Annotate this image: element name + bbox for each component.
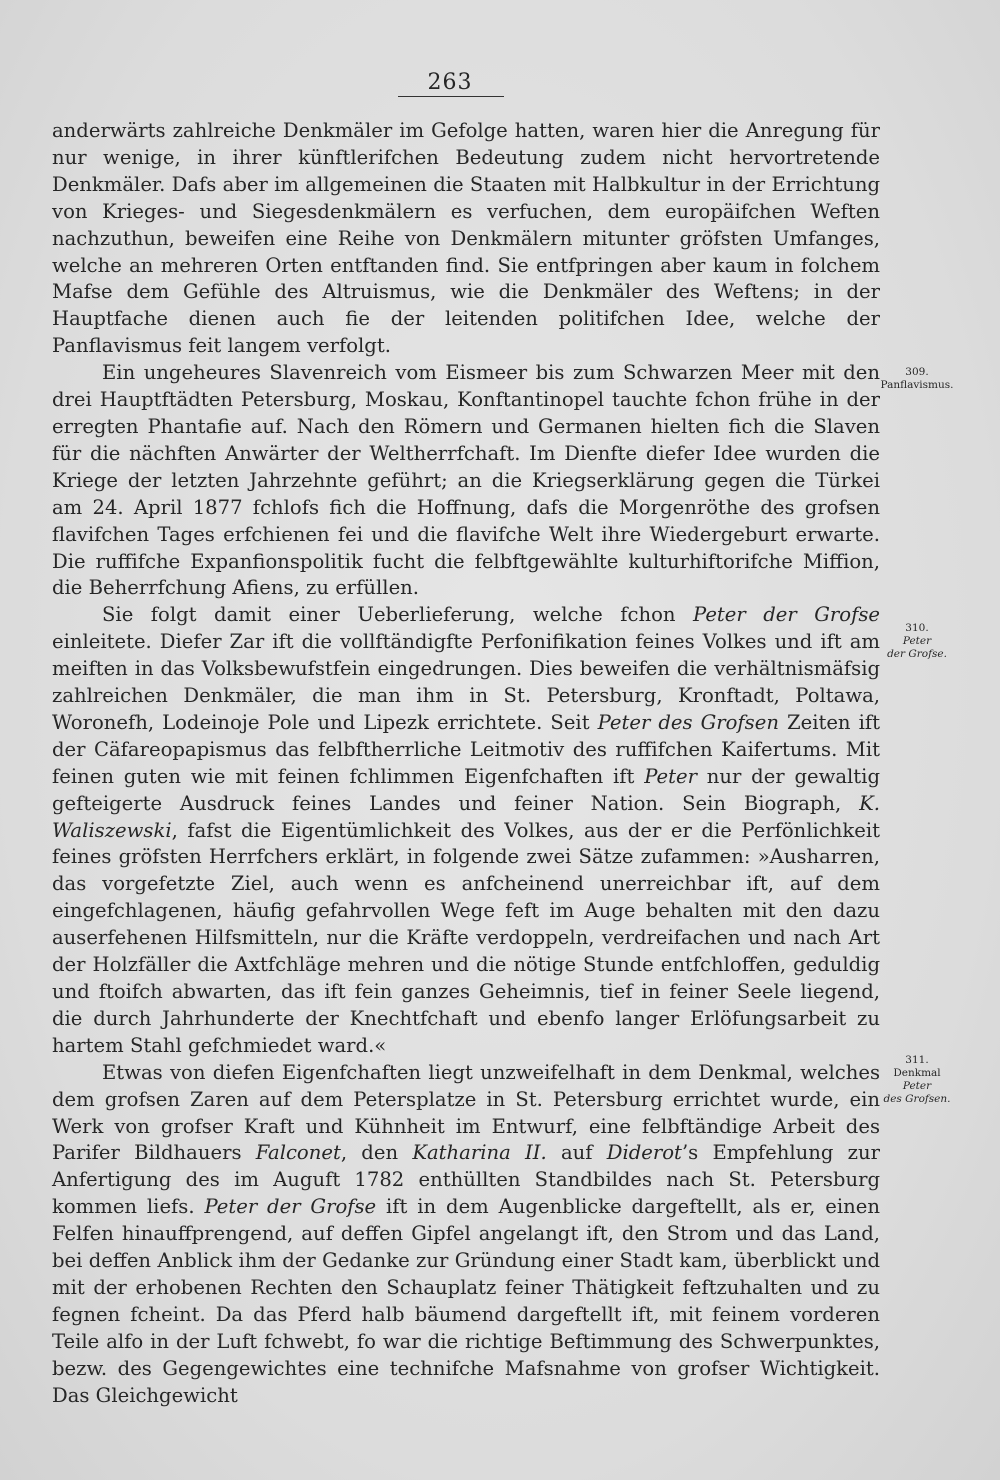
text-run: , fafst die Eigentümlichkeit des Volkes, aus der er die Perfönlichkeit feines gröfsten Herrfchers erklärt, in folgende zwei Sätze zufammen: »Ausharren, das vorgefetzte Ziel, auch wenn es anfcheinend unerreichbar ift, auf dem eingefchlagenen, häufig gefahrvollen Wege feft im Auge behalten mit den dazu auserfehenen Hilfsmitteln, nur die Kräfte verdoppeln, verdreifachen und nach Art der Holzfäller die Axtfchläge mehren und die nötige Stunde entfchloffen, geduldig und ftoifch abwarten, das ift fein ganzes Geheimnis, tief in feiner Seele liegend, die durch Jahrhunderte der Knechtfchaft und ebenfo langer Erlöfungsarbeit zu hartem Stahl gefchmiedet ward.« [52, 818, 880, 1057]
margin-note-number: 309. [905, 366, 929, 378]
italic-name: Peter [644, 764, 697, 788]
margin-note-label: Panflavismus. [880, 379, 954, 391]
margin-note-label: der Grofse. [887, 648, 947, 660]
margin-note-310 [872, 622, 962, 661]
paragraph [52, 118, 880, 360]
text-run: , den [340, 1141, 413, 1165]
paragraph [52, 360, 880, 602]
italic-name: K. Waliszewski [52, 791, 880, 842]
margin-note-label: Denkmal [893, 1067, 941, 1079]
page-number: 263 [427, 70, 473, 95]
text-run: anderwärts zahlreiche Denkmäler im Gefolge hatten, waren hier die Anregung für nur wenige, in ihrer künftlerifchen Bedeutung zudem nicht hervortretende Denkmäler. Dafs aber im allgemeinen die Staaten mit Halbkultur in der Errichtung von Krieges- und Siegesdenkmälern es verfuchen, dem europäifchen Weften nachzuthun, beweifen eine Reihe von Denkmälern mitunter gröfsten Umfanges, welche an mehreren Orten entftanden find. Sie entfpringen aber kaum in folchem Mafse dem Gefühle des Altruismus, wie die Denkmäler des Weftens; in der Hauptfache dienen auch fie der leitenden politifchen Idee, welche der Panflavismus feit langem verfolgt. [52, 119, 880, 358]
text-run: auf [546, 1141, 607, 1165]
text-run: Zeiten ift der Cäfareopapismus das felbftherrliche Leitmotiv des ruffifchen Kaifertums. Mit feinen guten wie mit feinen fchlimmen Eigenfchaften ift [52, 710, 880, 788]
header-rule [398, 96, 504, 97]
margin-note-309 [872, 366, 962, 392]
text-run: ’s Empfehlung zur Anfertigung des im Auguft 1782 enthüllten Standbildes nach St. Petersburg kommen liefs. [52, 1141, 880, 1219]
text-run: ift in dem Augenblicke dargeftellt, als er, einen Felfen hinauffprengend, auf deffen Gipfel angelangt ift, den Strom und das Land, bei deffen Anblick ihm der Gedanke zur Gründung einer Stadt kam, überblickt und mit der erhobenen Rechten den Schauplatz feiner Thätigkeit feftzuhalten und zu fegnen fcheint. Da das Pferd halb bäumend dargeftellt ift, mit feinem vorderen Teile alfo in der Luft fchwebt, fo war die richtige Beftimmung des Schwerpunktes, bezw. des Gegengewichtes eine technifche Mafsnahme von grofser Wichtigkeit. Das Gleichgewicht [52, 1195, 880, 1407]
margin-note-label: des Grofsen. [883, 1093, 951, 1105]
italic-name: Peter der Grofse [204, 1195, 377, 1219]
margin-note-number: 311. [905, 1054, 929, 1066]
margin-note-311 [872, 1054, 962, 1106]
text-run: nur der gewaltig gefteigerte Ausdruck feines Landes und feiner Nation. Sein Biograph, [52, 764, 880, 815]
margin-note-label: Peter [902, 1080, 932, 1092]
italic-name: Peter des Grofsen [597, 710, 779, 734]
text-run: Sie folgt damit einer Ueberlieferung, welche fchon [102, 603, 694, 627]
paragraph [52, 1060, 880, 1410]
text-run: einleitete. Diefer Zar ift die vollftändigfte Perfonifikation feines Volkes und ift am meiften in das Volksbewufstfein eingedrungen. Dies beweifen die verhältnismäfsig zahlreichen Denkmäler, die man ihm in St. Petersburg, Kronftadt, Poltawa, Woronefh, Lodeinoje Pole und Lipezk errichtete. Seit [52, 630, 880, 734]
margin-note-number: 310. [905, 622, 929, 634]
paragraph [52, 602, 880, 1059]
italic-name: Katharina II. [412, 1141, 547, 1165]
italic-name: Diderot [606, 1141, 682, 1165]
text-run: Ein ungeheures Slavenreich vom Eismeer bis zum Schwarzen Meer mit den drei Hauptftädten Petersburg, Moskau, Konftantinopel tauchte fchon frühe in der erregten Phantafie auf. Nach den Römern und Germanen hielten fich die Slaven für die nächften Anwärter der Weltherrfchaft. Im Dienfte diefer Idee wurden die Kriege der letzten Jahrzehnte geführt; an die Kriegserklärung gegen die Türkei am 24. April 1877 fchlofs fich die Hoffnung, dafs die Morgenröthe des grofsen flavifchen Tages erfchienen fei und die flavifche Welt ihre Wiedergeburt erwarte. Die ruffifche Expanfionspolitik fucht die felbftgewählte kulturhiftorifche Miffion, die Beherrfchung Afiens, zu erfüllen. [52, 361, 880, 600]
italic-name: Falconet [255, 1141, 341, 1165]
body-text [52, 118, 880, 1410]
italic-name: Peter der Grofse [693, 603, 880, 627]
text-run: Etwas von diefen Eigenfchaften liegt unzweifelhaft in dem Denkmal, welches dem grofsen Zaren auf dem Petersplatze in St. Petersburg errichtet wurde, ein Werk von grofser Kraft und Kühnheit im Entwurf, eine felbftändige Arbeit des Parifer Bildhauers [52, 1060, 880, 1165]
margin-note-label: Peter [902, 635, 932, 647]
